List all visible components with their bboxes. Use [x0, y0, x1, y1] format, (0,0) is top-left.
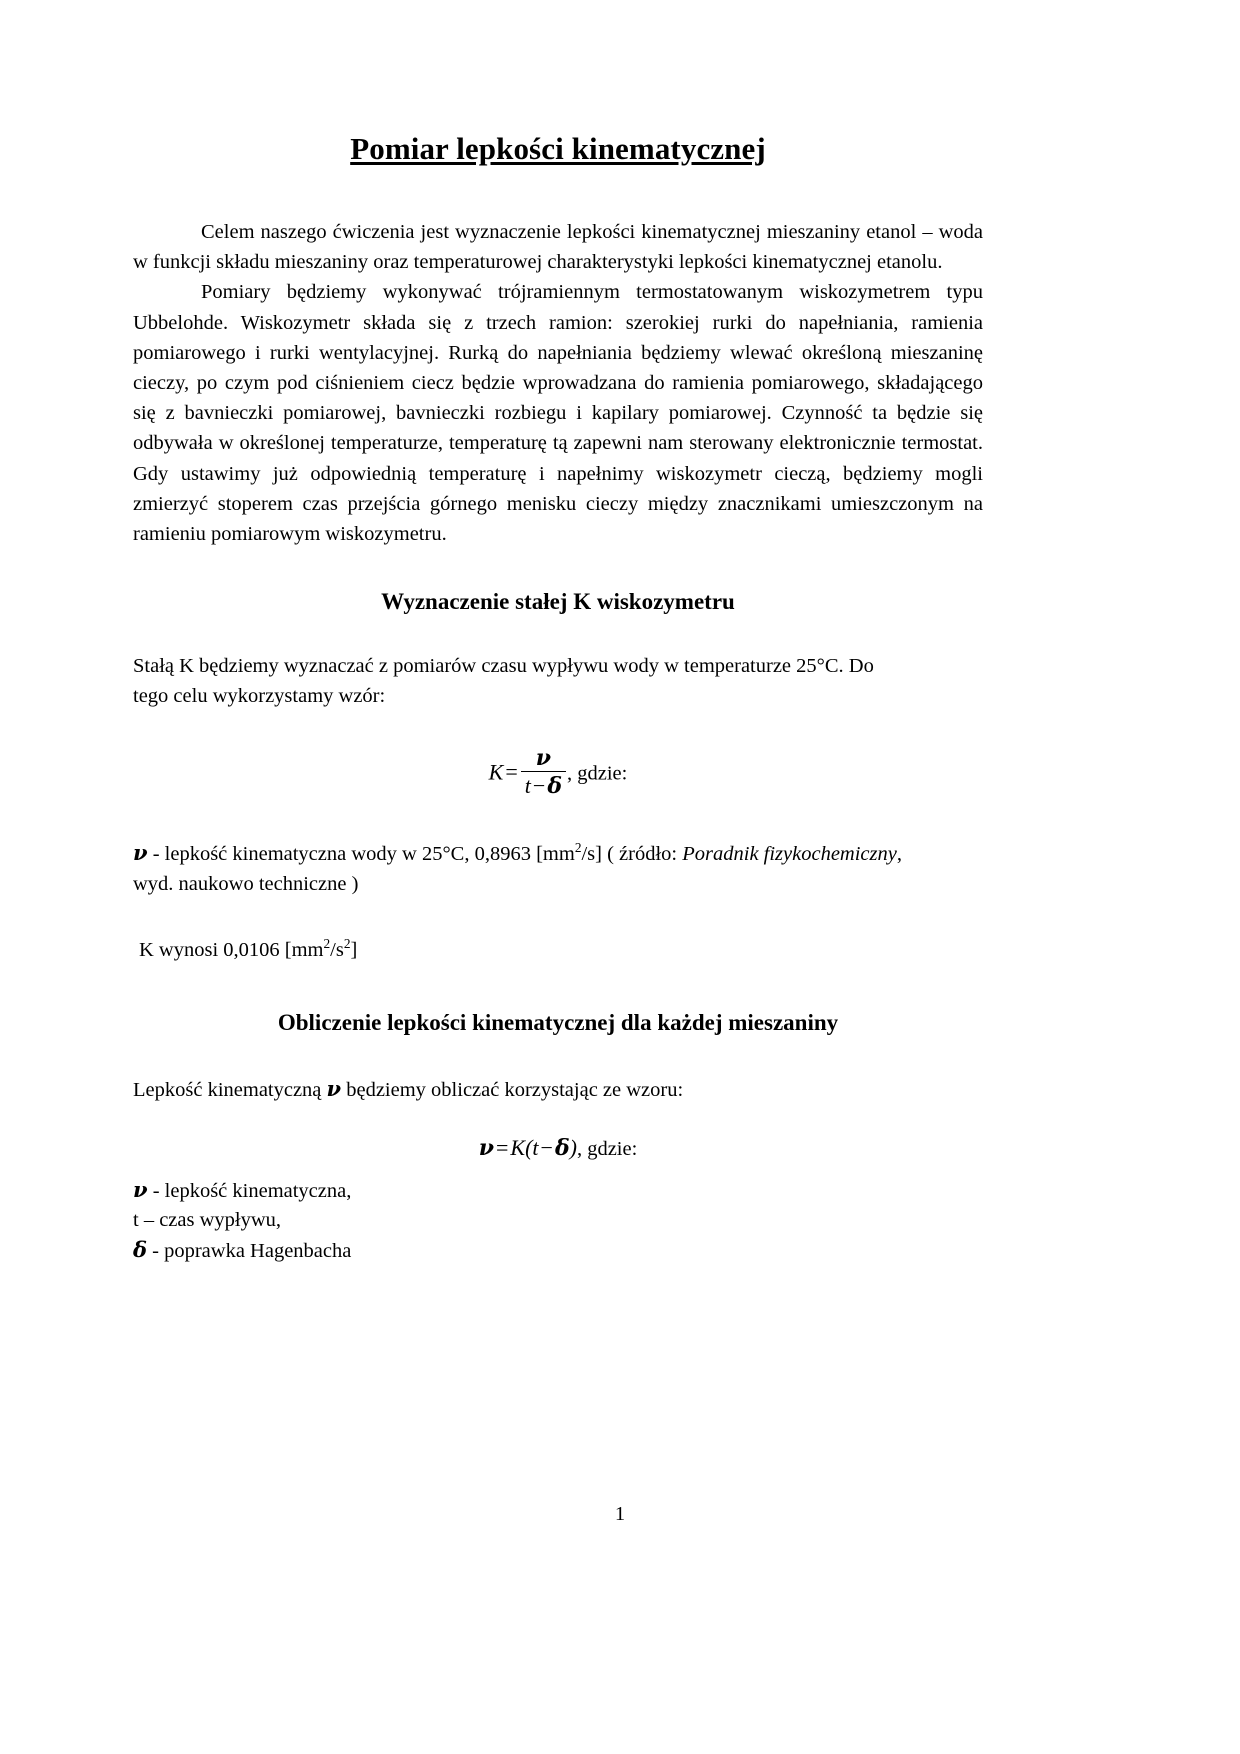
nu-symbol: ν: [133, 840, 148, 866]
formula-k-definition: [133, 744, 983, 800]
section-2-nu-symbol: ν: [326, 1075, 342, 1101]
formula-k-numerator: ν: [535, 744, 552, 771]
formula-nu-lhs: ν: [478, 1134, 494, 1161]
definition-symbol-t: t: [133, 1208, 139, 1231]
page-title: Pomiar lepkości kinematycznej: [350, 131, 766, 166]
definition-text-delta: - poprawka Hagenbacha: [147, 1239, 352, 1262]
formula-k-fraction: [521, 744, 566, 799]
page-content: [133, 0, 983, 1266]
formula-k-den-delta: δ: [547, 772, 562, 799]
section-2-intro: [133, 1074, 983, 1105]
page-number: 1: [614, 1503, 626, 1525]
definition-text-t: – czas wypływu,: [138, 1208, 282, 1231]
k-value-line: [133, 935, 983, 965]
formula-nu-equals: =: [495, 1134, 509, 1160]
definition-text-nu: - lepkość kinematyczna,: [147, 1179, 352, 1202]
formula-nu-delta: δ: [554, 1134, 570, 1161]
formula-k-denominator: [521, 771, 566, 799]
definition-symbol-delta: δ: [133, 1236, 148, 1262]
section-heading-constant-k: Wyznaczenie stałej K wiskozymetru: [381, 589, 735, 615]
formula-nu-k: K: [510, 1134, 526, 1160]
definition-symbol-nu: ν: [133, 1176, 148, 1202]
section-1-intro-line-1: Stałą K będziemy wyznaczać z pomiarów czasu wypływu wody w temperaturze 25°C. Do: [133, 655, 874, 678]
formula-k-suffix: , gdzie:: [567, 761, 628, 784]
formula-k-expression: [488, 744, 628, 800]
paragraph-method: Pomiary będziemy wykonywać trójramiennym termostatowanym wiskozymetrem typu Ubbelohde. Wiskozymetr składa się z trzech ramion: szerokiej rurki do napełniania, ramienia pomiarowego i rurki wentylacyjnej. Rurką do napełniania będziemy wlewać określoną mieszaninę cieczy, po czym pod ciśnieniem ciecz będzie wprowadzana do ramienia pomiarowego, składającego się z bavnieczki pomiarowej, bavnieczki rozbiegu i kapilary pomiarowej. Czynność ta będzie się odbywała w określonej temperaturze, temperaturę tą zapewni nam sterowany elektronicznie termostat. Gdy ustawimy już odpowiednią temperaturę i napełnimy wiskozymetr cieczą, będziemy mogli zmierzyć stoperem czas przejścia górnego menisku cieczy między znacznikami umieszczonym na ramieniu pomiarowym wiskozymetru.: [133, 281, 983, 546]
formula-nu-t: t: [532, 1134, 539, 1160]
k-value-suffix: ]: [350, 939, 358, 962]
nu-definition-block: [133, 838, 983, 899]
formula-nu-expression: [479, 1135, 638, 1161]
section-2-intro-after: będziemy obliczać korzystając ze wzoru:: [341, 1078, 684, 1101]
section-2-intro-before: Lepkość kinematyczną: [133, 1078, 327, 1101]
formula-k-equals: =: [505, 758, 518, 784]
k-value-mid: /s: [330, 939, 344, 962]
nu-definition-after: ,: [896, 843, 902, 866]
k-value-prefix: K wynosi 0,0106 [mm: [139, 939, 324, 962]
nu-definition-text: - lepkość kinematyczna wody w 25°C, 0,8963 [mm: [147, 843, 575, 866]
symbol-definitions-list: [133, 1175, 983, 1266]
nu-unit-exponent: 2: [574, 840, 582, 856]
k-value-exponent-1: 2: [323, 936, 331, 952]
section-heading-viscosity-calculation: Obliczenie lepkości kinematycznej dla każdej mieszaniny: [277, 1009, 839, 1035]
formula-k-den-t: t: [524, 772, 531, 798]
k-value-exponent-2: 2: [343, 936, 351, 952]
nu-definition-mid: /s] ( źródło:: [581, 843, 683, 866]
section-1-intro: [133, 651, 983, 711]
source-title: Poradnik fizykochemiczny: [682, 843, 897, 866]
paragraph-intro: Celem naszego ćwiczenia jest wyznaczenie lepkości kinematycznej mieszaniny etanol – woda w funkcji składu mieszaniny oraz temperaturowej charakterystyki lepkości kinematycznej etanolu.: [133, 221, 983, 274]
formula-nu-suffix: , gdzie:: [576, 1137, 638, 1160]
formula-nu-definition: [133, 1135, 983, 1161]
formula-nu-minus: −: [540, 1134, 553, 1160]
section-1-intro-line-2: tego celu wykorzystamy wzór:: [133, 685, 386, 708]
formula-k-den-minus: −: [532, 772, 546, 798]
formula-nu-close-paren: ): [569, 1134, 577, 1160]
formula-nu-open-paren: (: [525, 1134, 533, 1160]
source-publisher-line: wyd. naukowo techniczne ): [133, 873, 359, 896]
formula-k-lhs: K: [488, 758, 504, 784]
